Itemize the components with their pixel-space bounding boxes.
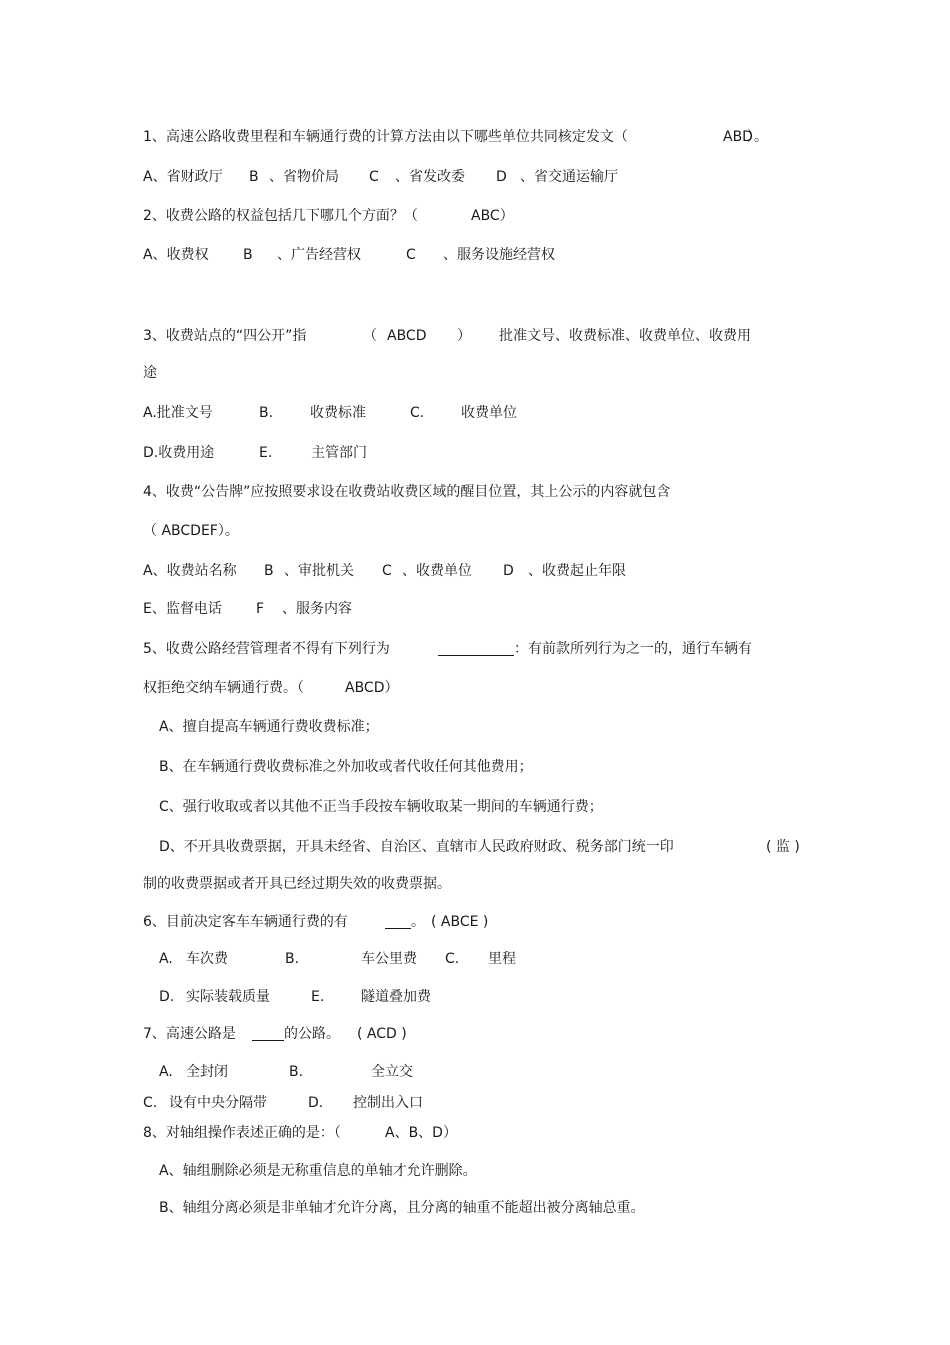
question-4-answer: （ ABCDEF）。 [143,523,239,539]
option-c-letter: C [382,563,392,579]
option-d-letter: D. [308,1095,324,1111]
option-c-letter: C. [143,1095,158,1111]
option-e-letter: E. [311,989,325,1005]
question-1-stem: 1、高速公路收费里程和车辆通行费的计算方法由以下哪些单位共同核定发文（ [143,129,628,145]
option-b-text: 收费标准 [310,405,366,421]
option-a-letter: A. [159,1064,173,1080]
option-b-letter: B [243,247,253,263]
option-c-text: 、服务设施经营权 [443,247,555,263]
question-7-stem: 7、高速公路是 [143,1026,236,1042]
question-1-answer: ABD [723,129,753,145]
option-b-text: 、省物价局 [269,169,339,185]
option-c-text: 里程 [488,951,516,967]
option-f-letter: F [256,601,265,617]
option-a: A、擅自提高车辆通行费收费标准； [159,719,379,735]
option-c-letter: C. [445,951,460,967]
option-c-letter: C [369,169,379,185]
option-b-letter: B [264,563,274,579]
option-a: A.批准文号 [143,405,213,421]
question-3-cont-text: 途 [143,365,157,381]
question-6-stem: 6、目前决定客车车辆通行费的有 [143,914,348,930]
option-a-letter: A. [159,951,173,967]
option-c-letter: C. [410,405,425,421]
question-8-answer: A、B、D） [385,1125,457,1141]
question-5-blank [438,641,514,656]
option-c: C、强行收取或者以其他不正当手段按车辆收取某一期间的车辆通行费； [159,799,603,815]
question-7-answer: ( ACD ) [357,1026,407,1042]
question-6-blank [385,914,411,929]
option-b-text: 、审批机关 [284,563,354,579]
question-2-answer: ABC） [471,208,514,224]
option-a: A、收费站名称 [143,563,237,579]
option-b-letter: B. [289,1064,304,1080]
question-5-line2-text: 权拒绝交纳车辆通行费。（ [143,680,304,696]
option-b-text: 车公里费 [361,951,417,967]
option-b: B、在车辆通行费收费标准之外加收或者代收任何其他费用； [159,759,533,775]
question-3-paren-close: ） [457,328,471,344]
option-a-text: 全封闭 [186,1064,228,1080]
option-d-letter: D. [159,989,175,1005]
question-1-close: ）。 [747,129,768,145]
option-d-text: 控制出入口 [353,1095,423,1111]
question-8-stem: 8、对轴组操作表述正确的是：（ [143,1125,341,1141]
option-d-tail: ( 监 ) [766,839,800,855]
question-5-stem: 5、收费公路经营管理者不得有下列行为 [143,641,390,657]
question-6-answer: ( ABCE ) [431,914,489,930]
option-c-text: 、省发改委 [395,169,465,185]
option-e-letter: E. [259,445,273,461]
option-d: D.收费用途 [143,445,215,461]
option-d-letter: D [496,169,507,185]
question-3-stem: 3、收费站点的“四公开”指 [143,328,307,344]
option-e-text: 主管部门 [311,445,367,461]
question-2-stem: 2、收费公路的权益包括几下哪几个方面？（ [143,208,418,224]
question-7-blank [252,1026,284,1041]
option-b-letter: B. [259,405,274,421]
option-b-letter: B. [285,951,300,967]
question-6-blank-tail: 。 [411,914,425,930]
option-c-text: 、收费单位 [402,563,472,579]
question-3-paren-open: （ [363,328,377,344]
option-d-text: 、省交通运输厅 [520,169,618,185]
option-a: A、收费权 [143,247,209,263]
option-c-text: 设有中央分隔带 [169,1095,267,1111]
option-e-text: 隧道叠加费 [361,989,431,1005]
option-b: B、轴组分离必须是非单轴才允许分离，且分离的轴重不能超出被分离轴总重。 [159,1200,645,1216]
option-a-text: 车次费 [186,951,228,967]
option-a: A、省财政厅 [143,169,223,185]
option-d-cont: 制的收费票据或者开具已经过期失效的收费票据。 [143,876,451,892]
question-4-stem: 4、收费“公告牌”应按照要求设在收费站收费区域的醒目位置，其上公示的内容就包含 [143,484,671,500]
option-b-text: 全立交 [371,1064,413,1080]
option-d-text: 实际装载质量 [186,989,270,1005]
option-b-text: 、广告经营权 [277,247,361,263]
question-5-answer: ABCD） [345,680,399,696]
option-a: A、轴组删除必须是无称重信息的单轴才允许删除。 [159,1163,477,1179]
option-d: D、不开具收费票据，开具未经省、自治区、直辖市人民政府财政、税务部门统一印 [159,839,674,855]
question-3-answer: ABCD [387,328,427,344]
option-d-letter: D [503,563,514,579]
option-c-text: 收费单位 [461,405,517,421]
question-3-tail: 批准文号、收费标准、收费单位、收费用 [499,328,751,344]
option-b-letter: B [249,169,259,185]
option-d-text: 、收费起止年限 [528,563,626,579]
option-c-letter: C [406,247,416,263]
question-5-after-blank: ：有前款所列行为之一的，通行车辆有 [514,641,752,657]
option-f-text: 、服务内容 [282,601,352,617]
option-e: E、监督电话 [143,601,222,617]
question-7-after-blank: 的公路。 [284,1026,340,1042]
